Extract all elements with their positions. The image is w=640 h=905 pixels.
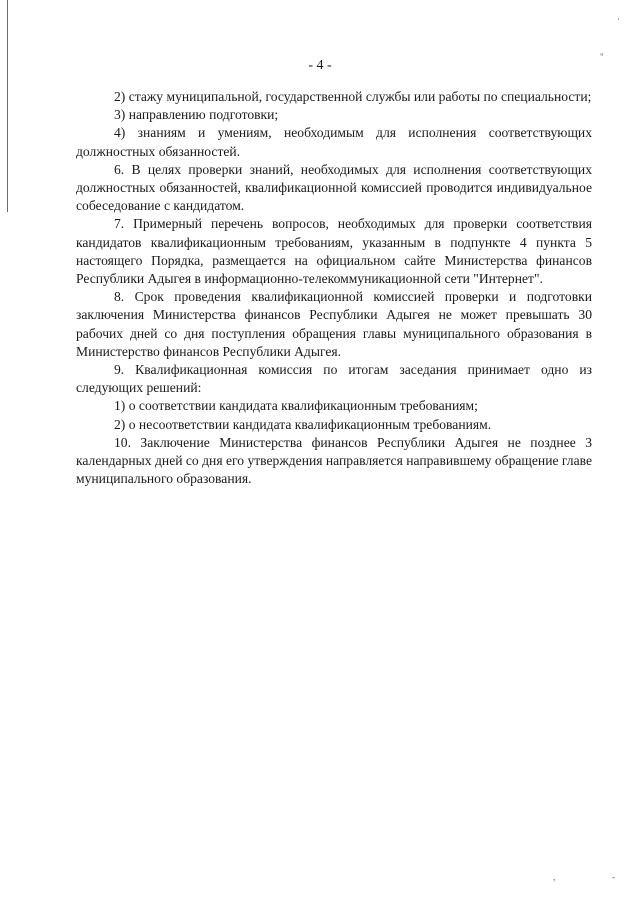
paragraph-decision-2: 2) о несоответствии кандидата квалификационным требованиям. (114, 416, 492, 432)
document-body (76, 88, 592, 488)
scan-speck: , (553, 872, 556, 882)
paragraph-decision-1: 1) о соответствии кандидата квалификационным требованиям; (114, 398, 478, 414)
scan-speck: · (617, 14, 620, 24)
paragraph-clause-10: 10. Заключение Министерства финансов Республики Адыгея не позднее 3 календарных дней со дня его утверждения направляется направившему обращение главе муниципального образования. (76, 434, 592, 487)
paragraph-item-3-training: 3) направлению подготовки; (114, 107, 279, 123)
paragraph-clause-9: 9. Квалификационная комиссия по итогам заседания принимает одно из следующих решений: (76, 362, 592, 396)
paragraph-clause-7: 7. Примерный перечень вопросов, необходимых для проверки соответствия кандидатов квалификационным требованиям, указанным в подпункте 4 пункта 5 настоящего Порядка, размещается на официальном сайте Министерства финансов Республики Адыгея в информационно-телекоммуникационной сети "Интернет". (76, 216, 592, 287)
page-number: - 4 - (308, 58, 332, 73)
paragraph-item-2-experience: 2) стажу муниципальной, государственной службы или работы по специальности; (114, 89, 592, 104)
paragraph-clause-8: 8. Срок проведения квалификационной комиссией проверки и подготовки заключения Министерства финансов Республики Адыгея не может превышать 30 рабочих дней со дня поступления обращения главы муниципального образования в Министерство финансов Республики Адыгея. (76, 289, 592, 359)
scan-edge-line (7, 0, 8, 212)
paragraph-item-4-knowledge: 4) знаниям и умениям, необходимым для исполнения соответствующих должностных обязанностей. (76, 125, 592, 159)
scan-speck: " (600, 52, 604, 62)
scan-speck: - (612, 872, 615, 882)
paragraph-clause-6: 6. В целях проверки знаний, необходимых для исполнения соответствующих должностных обязанностей, квалификационной комиссией проводится индивидуальное собеседование с кандидатом. (76, 161, 592, 214)
